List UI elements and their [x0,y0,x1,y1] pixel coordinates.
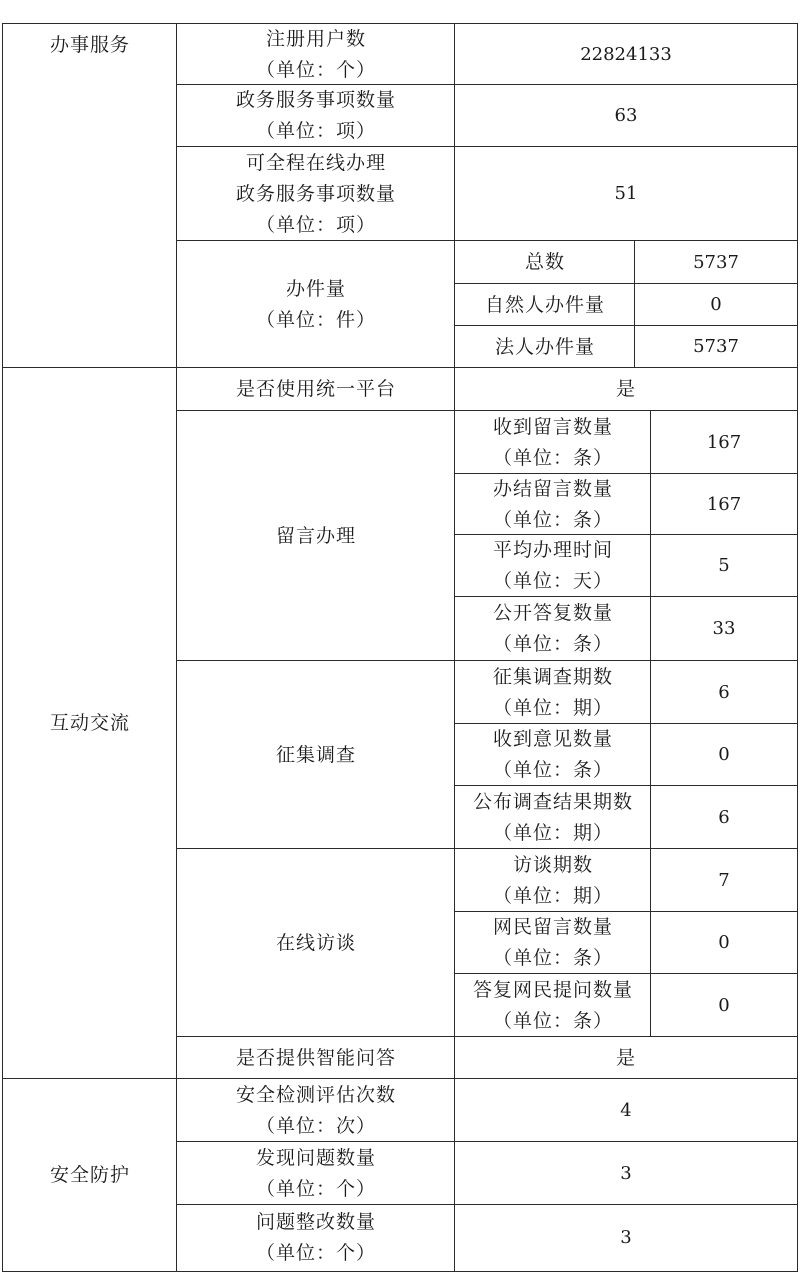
service-items-label: 政务服务事项数量 （单位：项） [176,84,456,148]
service-items-value: 63 [454,84,798,148]
category-label: 安全防护 [49,1163,130,1186]
smart-qa-value: 是 [454,1036,798,1080]
smart-qa-label: 是否提供智能问答 [176,1036,456,1080]
survey-section-label: 征集调查 [176,660,456,850]
interview-section-label: 在线访谈 [176,848,456,1038]
messages-received-value: 167 [650,410,798,475]
survey-periods-value: 6 [650,660,798,725]
handling-label: 办件量 （单位：件） [176,240,456,369]
messages-received-label: 收到留言数量 （单位：条） [454,410,652,475]
assessments-value: 4 [454,1078,798,1143]
interview-netizen-msgs-label: 网民留言数量 （单位：条） [454,911,652,975]
handling-legal-value: 5737 [634,325,798,369]
category-doing-service [2,23,178,369]
messages-public-reply-label: 公开答复数量 （单位：条） [454,596,652,662]
issues-found-label: 发现问题数量 （单位：个） [176,1141,456,1206]
messages-concluded-value: 167 [650,473,798,536]
category-security [2,1078,178,1272]
messages-avg-time-label: 平均办理时间 （单位：天） [454,534,652,598]
assessments-label: 安全检测评估次数 （单位：次） [176,1078,456,1143]
online-items-value: 51 [454,146,798,242]
interview-netizen-msgs-value: 0 [650,911,798,975]
handling-total-value: 5737 [634,240,798,285]
category-label: 互动交流 [49,712,130,734]
interview-periods-label: 访谈期数 （单位：期） [454,848,652,913]
survey-results-value: 6 [650,785,798,850]
survey-results-label: 公布调查结果期数 （单位：期） [454,785,652,850]
survey-opinions-value: 0 [650,723,798,787]
survey-periods-label: 征集调查期数 （单位：期） [454,660,652,725]
category-interaction [2,367,178,1080]
registered-users-label: 注册用户数 （单位：个） [176,23,456,86]
issues-fixed-label: 问题整改数量 （单位：个） [176,1204,456,1272]
registered-users-value: 22824133 [454,23,798,86]
issues-found-value: 3 [454,1141,798,1206]
interview-replies-label: 答复网民提问数量 （单位：条） [454,973,652,1038]
messages-concluded-label: 办结留言数量 （单位：条） [454,473,652,536]
handling-natural-value: 0 [634,283,798,327]
interview-periods-value: 7 [650,848,798,913]
unified-platform-label: 是否使用统一平台 [176,367,456,412]
handling-natural-label: 自然人办件量 [454,283,636,327]
messages-section-label: 留言办理 [176,410,456,662]
unified-platform-value: 是 [454,367,798,412]
category-label: 办事服务 [49,34,130,56]
interview-replies-value: 0 [650,973,798,1038]
online-items-label: 可全程在线办理 政务服务事项数量 （单位：项） [176,146,456,242]
messages-public-reply-value: 33 [650,596,798,662]
handling-total-label: 总数 [454,240,636,285]
handling-legal-label: 法人办件量 [454,325,636,369]
survey-opinions-label: 收到意见数量 （单位：条） [454,723,652,787]
messages-avg-time-value: 5 [650,534,798,598]
issues-fixed-value: 3 [454,1204,798,1272]
